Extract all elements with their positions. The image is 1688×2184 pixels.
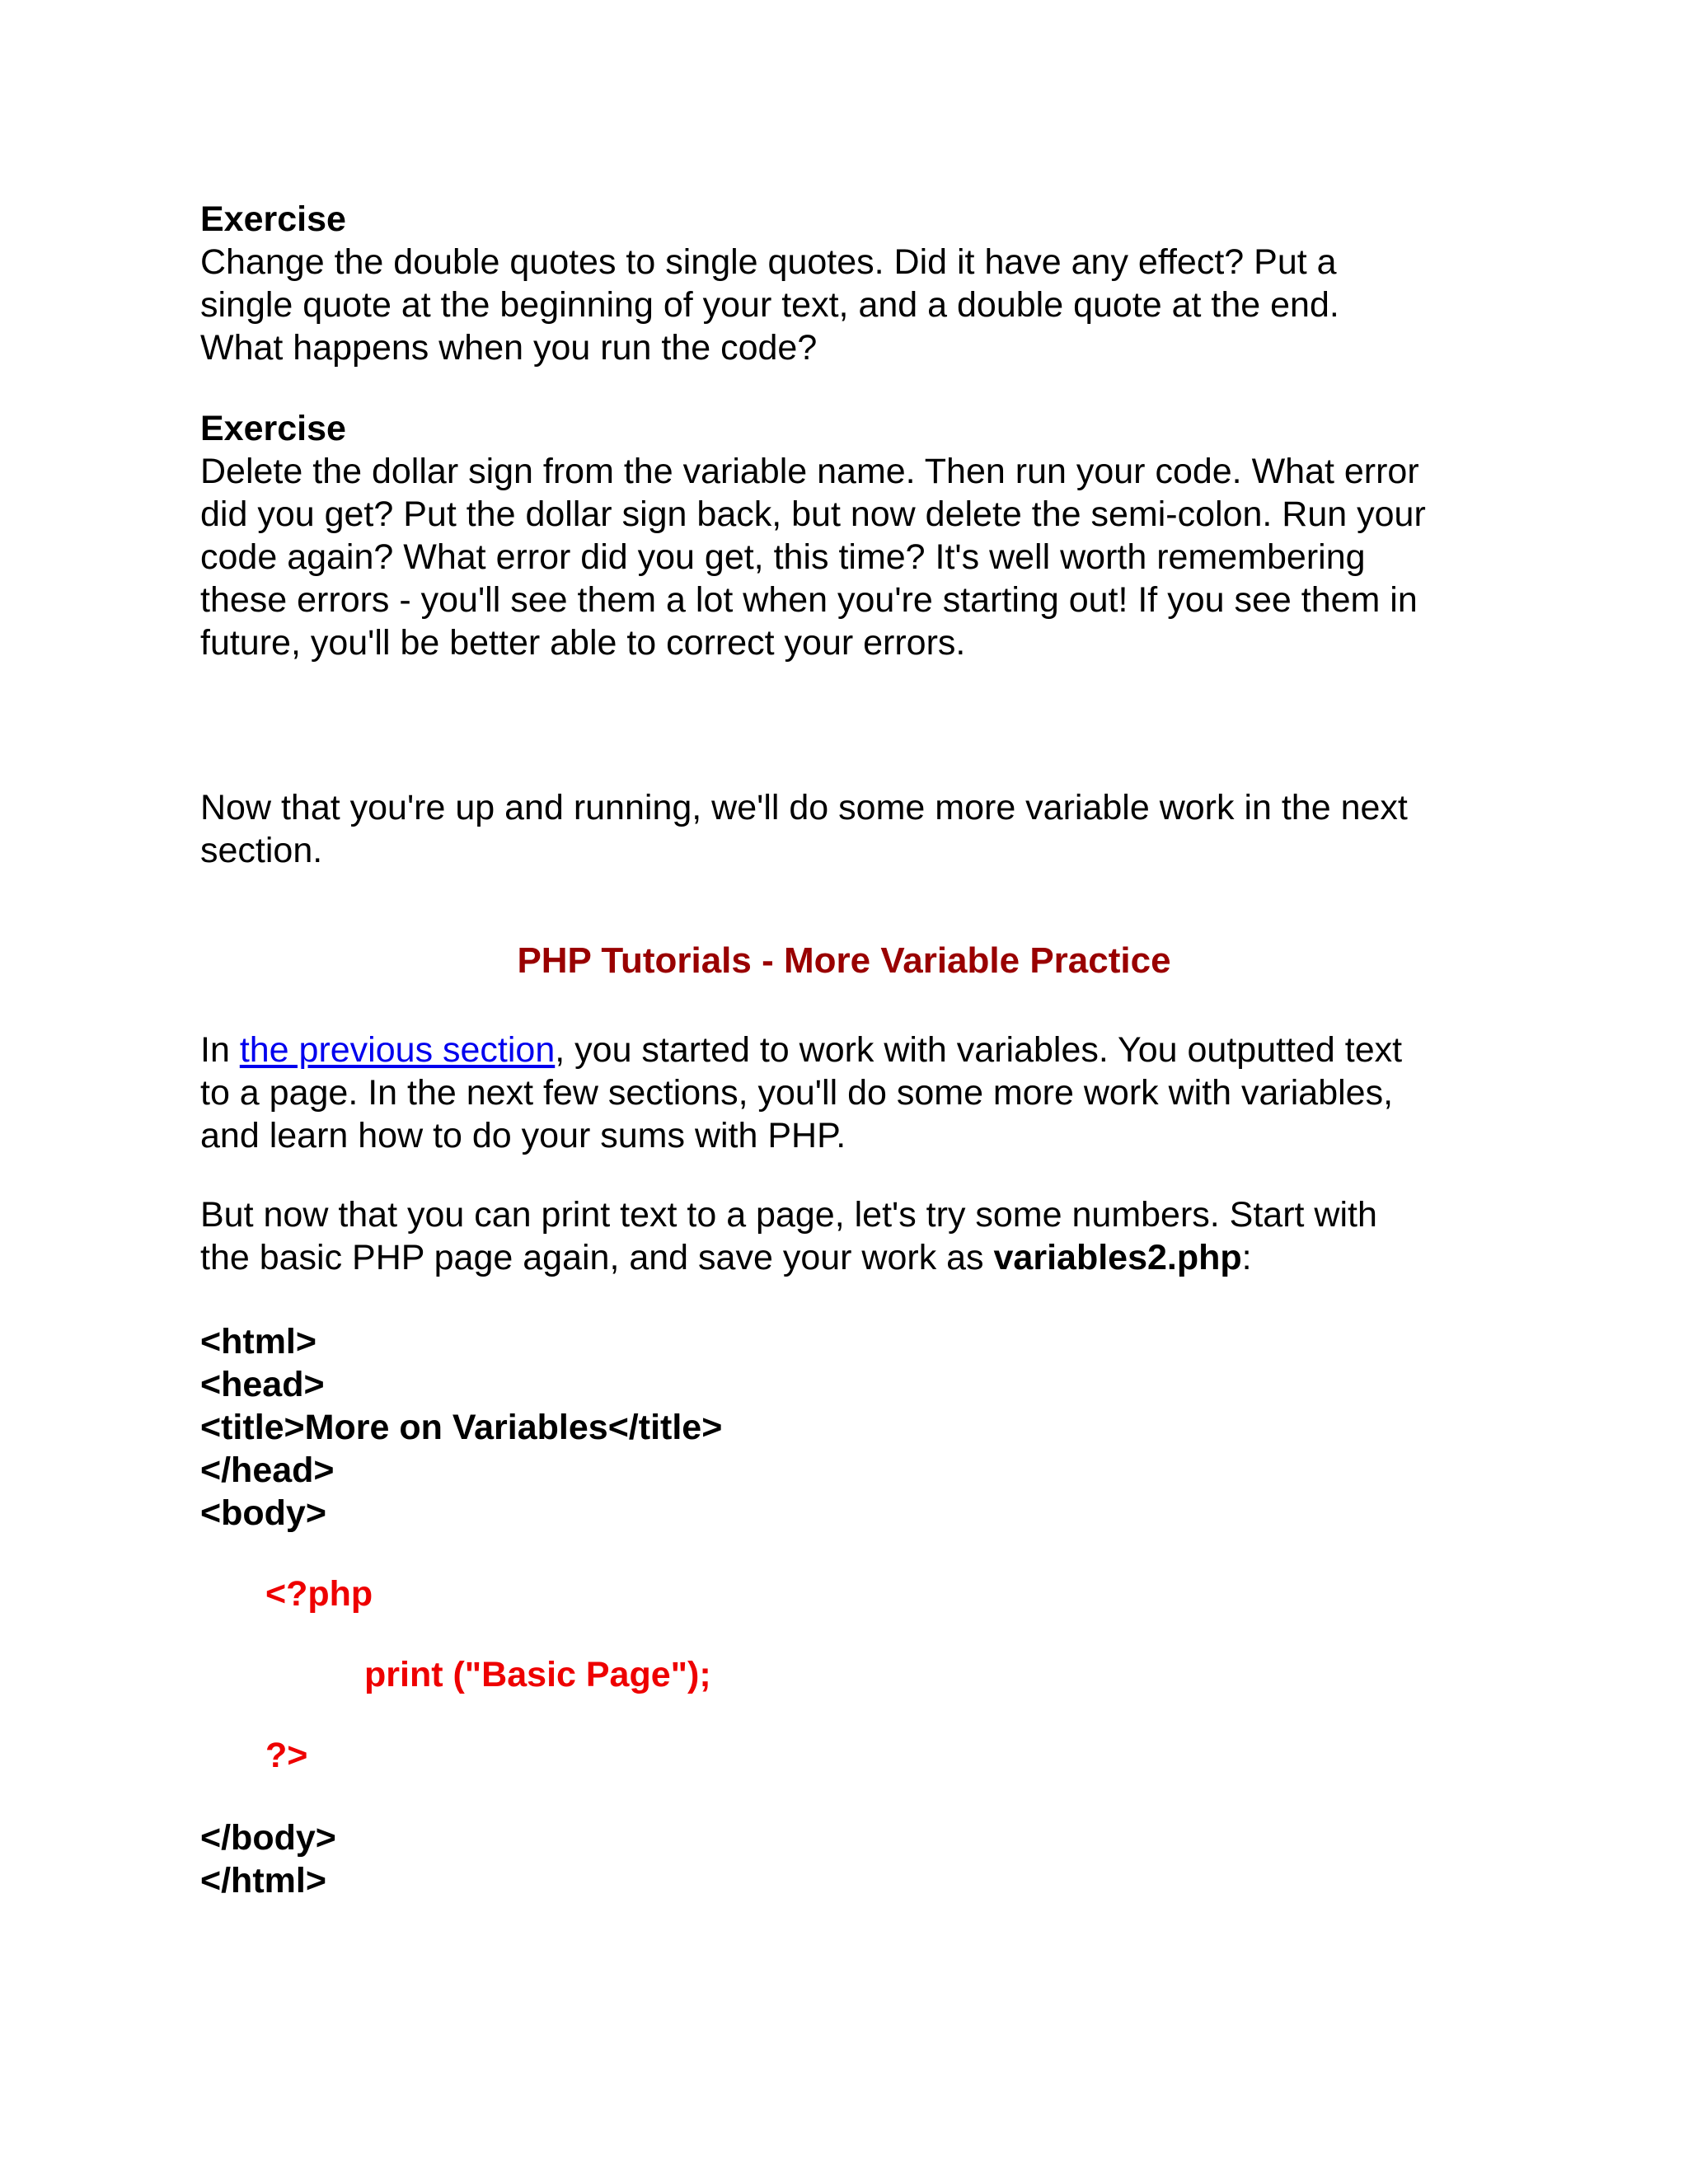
- closing-line-1: Now that you're up and running, we'll do some more variable work in the next: [200, 788, 1408, 827]
- exercise-2-line-3: code again? What error did you get, this time? It's well worth remembering: [200, 537, 1366, 577]
- code-php-open: <?php: [265, 1574, 373, 1614]
- intro-line-1-rest: , you started to work with variables. You outputted text: [555, 1030, 1403, 1070]
- intro-line-2: to a page. In the next few sections, you'll do some more work with variables,: [200, 1073, 1394, 1113]
- previous-section-link[interactable]: the previous section: [239, 1030, 556, 1070]
- code-body-open: <body>: [200, 1493, 326, 1533]
- code-php-close: ?>: [265, 1736, 308, 1775]
- code-html-open: <html>: [200, 1322, 316, 1361]
- code-head-open: <head>: [200, 1365, 325, 1404]
- numbers-line-1: But now that you can print text to a page, let's try some numbers. Start with: [200, 1195, 1377, 1235]
- code-title-line: <title>More on Variables</title>: [200, 1408, 723, 1447]
- exercise-2-text: [200, 450, 1519, 664]
- closing-paragraph: [200, 786, 1519, 872]
- numbers-line-2-prefix: the basic PHP page again, and save your work as: [200, 1238, 994, 1277]
- exercise-2-line-1: Delete the dollar sign from the variable name. Then run your code. What error: [200, 452, 1419, 491]
- intro-line-3: and learn how to do your sums with PHP.: [200, 1116, 846, 1155]
- exercise-heading-1: Exercise: [200, 199, 346, 239]
- section-title: PHP Tutorials - More Variable Practice: [517, 940, 1171, 981]
- intro-prefix: In: [200, 1030, 240, 1070]
- closing-line-2: section.: [200, 831, 323, 870]
- code-body-close: </body>: [200, 1818, 336, 1858]
- exercise-2-line-4: these errors - you'll see them a lot when you're starting out! If you see them in: [200, 580, 1418, 620]
- exercise-1-text: [200, 241, 1519, 369]
- numbers-paragraph: [200, 1193, 1519, 1279]
- exercise-1-line-3: What happens when you run the code?: [200, 328, 818, 368]
- filename: variables2.php: [993, 1238, 1242, 1277]
- exercise-1-line-2: single quote at the beginning of your text, and a double quote at the end.: [200, 285, 1339, 325]
- exercise-2-line-2: did you get? Put the dollar sign back, but now delete the semi-colon. Run your: [200, 494, 1426, 534]
- intro-paragraph: [200, 1029, 1519, 1157]
- code-print-line: print ("Basic Page");: [364, 1655, 711, 1694]
- numbers-line-2-suffix: :: [1241, 1238, 1252, 1277]
- exercise-1-line-1: Change the double quotes to single quotes. Did it have any effect? Put a: [200, 242, 1337, 282]
- exercise-heading-2: Exercise: [200, 409, 346, 448]
- exercise-2-line-5: future, you'll be better able to correct your errors.: [200, 623, 966, 663]
- code-head-close: </head>: [200, 1451, 335, 1490]
- code-html-close: </html>: [200, 1861, 326, 1900]
